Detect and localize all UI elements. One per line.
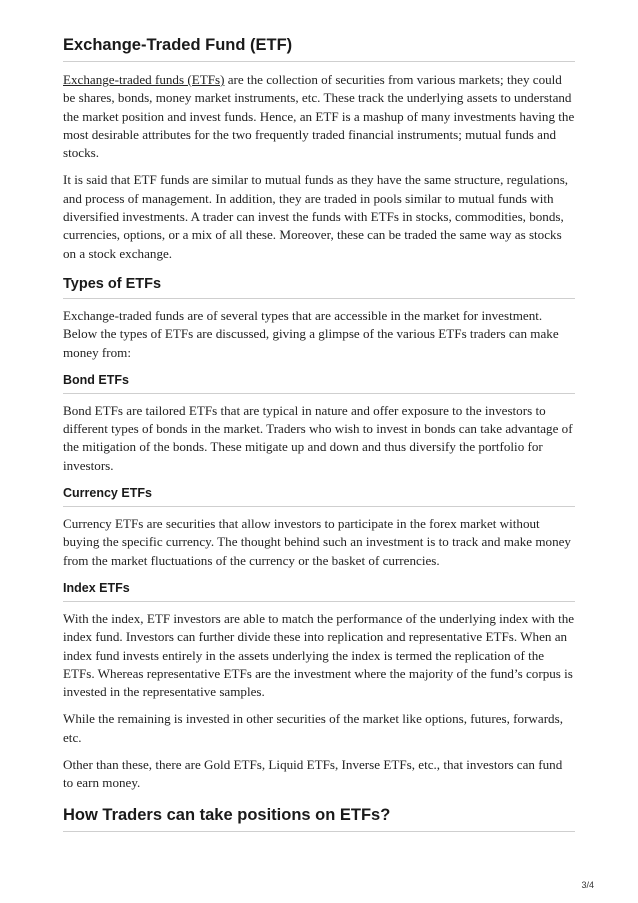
paragraph-structure: It is said that ETF funds are similar to mutual funds as they have the same structure, regulations, and process of management. In addition, they are traded in pools similar to mutual funds with diversified investments. A trader can invest the funds with ETFs in stocks, commodities, bonds, currencies, options, or a mix of all these. Moreover, these can be traded the same way as stocks on a stock exchange. <box>63 172 569 261</box>
document-page <box>63 36 575 832</box>
intro-text: are the collection of securities from various markets; they could be shares, bonds, money market instruments, etc. These track the underlying assets to understand the market position and invest funds. Hence, an ETF is a mashup of many investments having the most desirable attributes for the two frequently traded financial instruments; mutual funds and stocks. <box>63 72 575 161</box>
index-heading: Index ETFs <box>63 581 575 602</box>
index-text-2: While the remaining is invested in other securities of the market like options, futures, forwards, etc. <box>63 711 563 745</box>
article-title: Exchange-Traded Fund (ETF) <box>63 36 575 62</box>
currency-text: Currency ETFs are securities that allow investors to participate in the forex market without buying the specific currency. The thought behind such an investment is to track and make money from the market fluctuations of the currency or the basket of currencies. <box>63 516 571 568</box>
bond-heading: Bond ETFs <box>63 373 575 394</box>
index-text-1: With the index, ETF investors are able to match the performance of the underlying index with the index fund. Investors can further divide these into replication and representative ETFs. When an index fund invests entirely in the assets underlying the index is termed the replication of the ETFs. Whereas representative ETFs are the investment where the majority of the fund’s corpus is invested in the representative samples. <box>63 610 575 700</box>
types-heading: Types of ETFs <box>63 276 575 299</box>
page-number: 3/4 <box>581 880 594 890</box>
currency-heading: Currency ETFs <box>63 486 575 507</box>
intro-paragraph <box>63 71 575 162</box>
index-text-3: Other than these, there are Gold ETFs, Liquid ETFs, Inverse ETFs, etc., that investors can fund to earn money. <box>63 757 563 791</box>
etf-link[interactable]: Exchange-traded funds (ETFs) <box>63 72 225 87</box>
bond-text: Bond ETFs are tailored ETFs that are typical in nature and offer exposure to the investors to different types of bonds in the market. Traders who wish to invest in bonds can take advantage of the mitigation of the bonds. These mitigate up and down and thus diversify the portfolio for investors. <box>63 402 573 473</box>
positions-heading: How Traders can take positions on ETFs? <box>63 806 575 832</box>
types-intro: Exchange-traded funds are of several types that are accessible in the market for investment. Below the types of ETFs are discussed, giving a glimpse of the various ETFs traders can make money from: <box>63 307 559 360</box>
